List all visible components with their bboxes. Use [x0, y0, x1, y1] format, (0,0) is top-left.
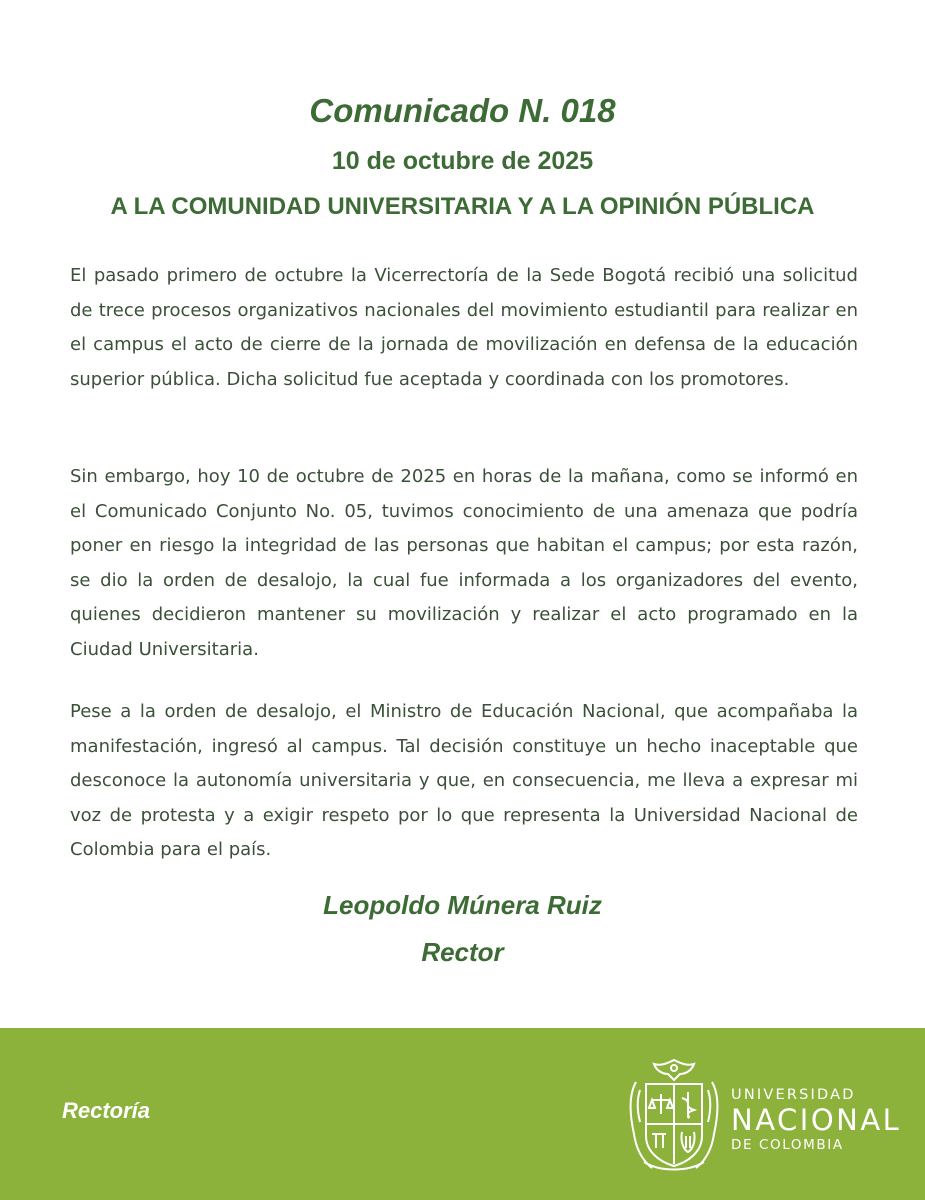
signatory-name: Leopoldo Múnera Ruiz	[323, 890, 602, 920]
addressee-heading: A LA COMUNIDAD UNIVERSITARIA Y A LA OPINIÓN PÚBLICA	[110, 193, 815, 220]
university-crest-icon	[626, 1056, 722, 1174]
university-wordmark	[731, 1086, 901, 1154]
wordmark-line-nacional: NACIONAL	[731, 1103, 902, 1137]
wordmark-line-de-colombia: DE COLOMBIA	[731, 1137, 844, 1153]
body-paragraph-2: Sin embargo, hoy 10 de octubre de 2025 en horas de la mañana, como se informó en el Comunicado Conjunto No. 05, tuvimos conocimiento de una amenaza que podría poner en riesgo la integridad de las personas que habitan el campus; por esta razón, se dio la orden de desalojo, la cual fue informada a los organizadores del evento, quienes decidieron mantener su movilización y realizar el acto programado en la Ciudad Universitaria.	[70, 466, 858, 660]
footer-band	[0, 1028, 925, 1200]
wordmark-line-universidad: UNIVERSIDAD	[731, 1087, 856, 1103]
page-title: Comunicado N. 018	[309, 92, 616, 129]
body-paragraph-3: Pese a la orden de desalojo, el Ministro de Educación Nacional, que acompañaba la manifestación, ingresó al campus. Tal decisión constituye un hecho inaceptable que desconoce la autonomía universitaria y que, en consecuencia, me lleva a expresar mi voz de protesta y a exigir respeto por lo que representa la Universidad Nacional de Colombia para el país.	[70, 701, 858, 860]
document-date: 10 de octubre de 2025	[331, 147, 594, 175]
footer-office-label: Rectoría	[62, 1098, 151, 1123]
signatory-role: Rector	[421, 937, 504, 967]
body-paragraph-1: El pasado primero de octubre la Vicerrectoría de la Sede Bogotá recibió una solicitud de trece procesos organizativos nacionales del movimiento estudiantil para realizar en el campus el acto de cierre de la jornada de movilización en defensa de la educación superior pública. Dicha solicitud fue aceptada y coordinada con los promotores.	[70, 265, 858, 390]
